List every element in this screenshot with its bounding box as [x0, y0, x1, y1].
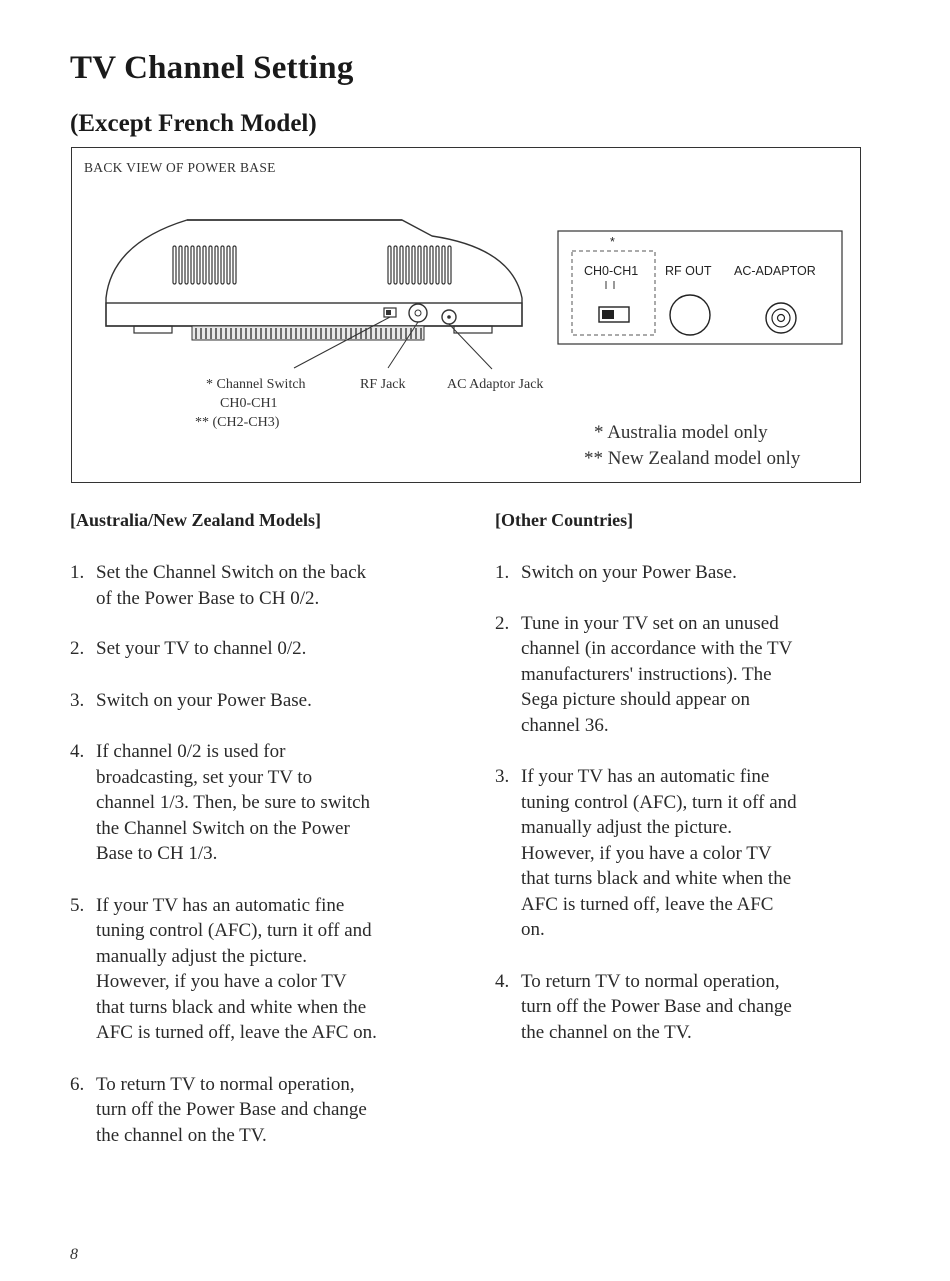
left-vent [173, 246, 236, 284]
step-item [70, 636, 470, 662]
step-text-line: Sega picture should appear on [521, 689, 750, 710]
step-text-line: the channel on the TV. [96, 1124, 267, 1146]
console-base-plate [106, 303, 522, 326]
step-text-line: Base to CH 1/3. [96, 843, 218, 864]
step-item [495, 969, 895, 1046]
callout-ac-adaptor-jack: AC Adaptor Jack [447, 377, 544, 392]
page-title: TV Channel Setting [70, 50, 354, 86]
step-number: 1. [495, 562, 510, 583]
step-number: 1. [70, 562, 85, 583]
step-text-line: on. [521, 919, 545, 940]
step-text-line: To return TV to normal operation, [96, 1073, 355, 1095]
figure-caption: BACK VIEW OF POWER BASE [84, 160, 276, 175]
callout-channel-switch-nz: ** (CH2-CH3) [195, 415, 280, 430]
vent-slot [394, 246, 397, 284]
vent-slot [424, 246, 427, 284]
vent-slot [209, 246, 212, 284]
step-number: 3. [70, 689, 85, 711]
left-column-steps [70, 560, 470, 1148]
right-column-steps [495, 560, 895, 1045]
vent-slot [173, 246, 176, 284]
callout-rf-jack: RF Jack [360, 377, 406, 392]
console-body-outline [106, 220, 522, 326]
step-text-line: of the Power Base to CH 0/2. [96, 587, 320, 609]
vent-slot [448, 246, 451, 284]
step-item [495, 611, 895, 739]
vent-slot [430, 246, 433, 284]
right-vent [388, 246, 451, 284]
step-text-line: AFC is turned off, leave the AFC on. [96, 1022, 377, 1043]
vent-slot [412, 246, 415, 284]
step-text-line: that turns black and white when the [521, 868, 792, 889]
step-text-line: If your TV has an automatic fine [96, 894, 345, 916]
step-text-line: turn off the Power Base and change [96, 1099, 367, 1120]
step-text-line: that turns black and white when the [96, 996, 367, 1018]
step-text-line: the Channel Switch on the Power [96, 817, 350, 839]
vent-slot [221, 246, 224, 284]
vent-slot [185, 246, 188, 284]
vent-slot [227, 246, 230, 284]
step-text-line: manually adjust the picture. [521, 817, 733, 838]
left-column-heading: [Australia/New Zealand Models] [70, 510, 321, 530]
step-item [70, 739, 470, 867]
ac-jack-leader [449, 324, 492, 369]
step-text-line: tuning control (AFC), turn it off and [96, 920, 372, 941]
console-foot-left [134, 326, 172, 333]
note-new-zealand: ** New Zealand model only [584, 448, 801, 469]
step-text-line: Set your TV to channel 0/2. [96, 638, 307, 659]
step-text-line: channel 36. [521, 714, 609, 736]
step-text-line: Tune in your TV set on an unused [521, 612, 779, 634]
step-number: 2. [70, 638, 85, 659]
vent-slot [400, 246, 403, 284]
vent-slot [406, 246, 409, 284]
step-number: 3. [495, 766, 510, 787]
page-number: 8 [70, 1246, 78, 1263]
rf-jack [409, 304, 427, 322]
step-text-line: AFC is turned off, leave the AFC [521, 893, 774, 915]
step-text-line: However, if you have a color TV [96, 971, 347, 992]
channel-switch-leader [294, 317, 390, 368]
page-subtitle: (Except French Model) [70, 110, 317, 137]
vent-slot [191, 246, 194, 284]
step-text-line: Switch on your Power Base. [521, 562, 737, 583]
step-number: 6. [70, 1073, 85, 1095]
power-base-figure [71, 147, 861, 483]
vent-slot [436, 246, 439, 284]
step-item [70, 560, 470, 611]
step-text-line: Set the Channel Switch on the back [96, 562, 367, 583]
step-text-line: channel (in accordance with the TV [521, 638, 793, 659]
step-number: 4. [70, 741, 85, 762]
step-text-line: turn off the Power Base and change [521, 996, 792, 1017]
step-text-line: If channel 0/2 is used for [96, 741, 286, 762]
step-text-line: If your TV has an automatic fine [521, 766, 770, 787]
step-number: 4. [495, 970, 510, 992]
step-item [495, 764, 895, 943]
vent-slot [179, 246, 182, 284]
step-text-line: broadcasting, set your TV to [96, 766, 313, 788]
vent-slot [442, 246, 445, 284]
vent-slot [388, 246, 391, 284]
vent-slot [418, 246, 421, 284]
step-item [495, 560, 895, 586]
step-text-line: the channel on the TV. [521, 1021, 692, 1043]
panel-ac-adaptor-jack [766, 303, 796, 333]
rear-grille [192, 326, 424, 340]
note-australia: * Australia model only [594, 422, 768, 443]
channel-switch-knob [386, 310, 391, 315]
panel-asterisk: * [610, 235, 615, 249]
step-text-line: Switch on your Power Base. [96, 689, 312, 711]
step-text-line: manually adjust the picture. [96, 945, 308, 967]
panel-channel-label: CH0-CH1 [584, 264, 639, 278]
console-foot-right [454, 326, 492, 333]
vent-slot [197, 246, 200, 284]
vent-slot [203, 246, 206, 284]
panel-rf-out-jack [670, 295, 710, 335]
vent-slot [215, 246, 218, 284]
step-item [70, 688, 470, 714]
callout-channel-switch: * Channel Switch [206, 377, 306, 392]
step-item [70, 893, 470, 1046]
step-text-line: manufacturers' instructions). The [521, 663, 772, 685]
step-number: 2. [495, 612, 510, 634]
step-item [70, 1072, 470, 1149]
step-text-line: To return TV to normal operation, [521, 970, 780, 992]
vent-slot [233, 246, 236, 284]
step-text-line: tuning control (AFC), turn it off and [521, 791, 797, 813]
panel-rf-out-label: RF OUT [665, 264, 712, 278]
step-number: 5. [70, 894, 85, 916]
callout-channel-switch-values: CH0-CH1 [220, 396, 278, 411]
step-text-line: channel 1/3. Then, be sure to switch [96, 792, 371, 813]
step-text-line: However, if you have a color TV [521, 842, 772, 864]
right-column-heading: [Other Countries] [495, 510, 634, 530]
panel-ac-adaptor-label: AC-ADAPTOR [734, 264, 816, 278]
